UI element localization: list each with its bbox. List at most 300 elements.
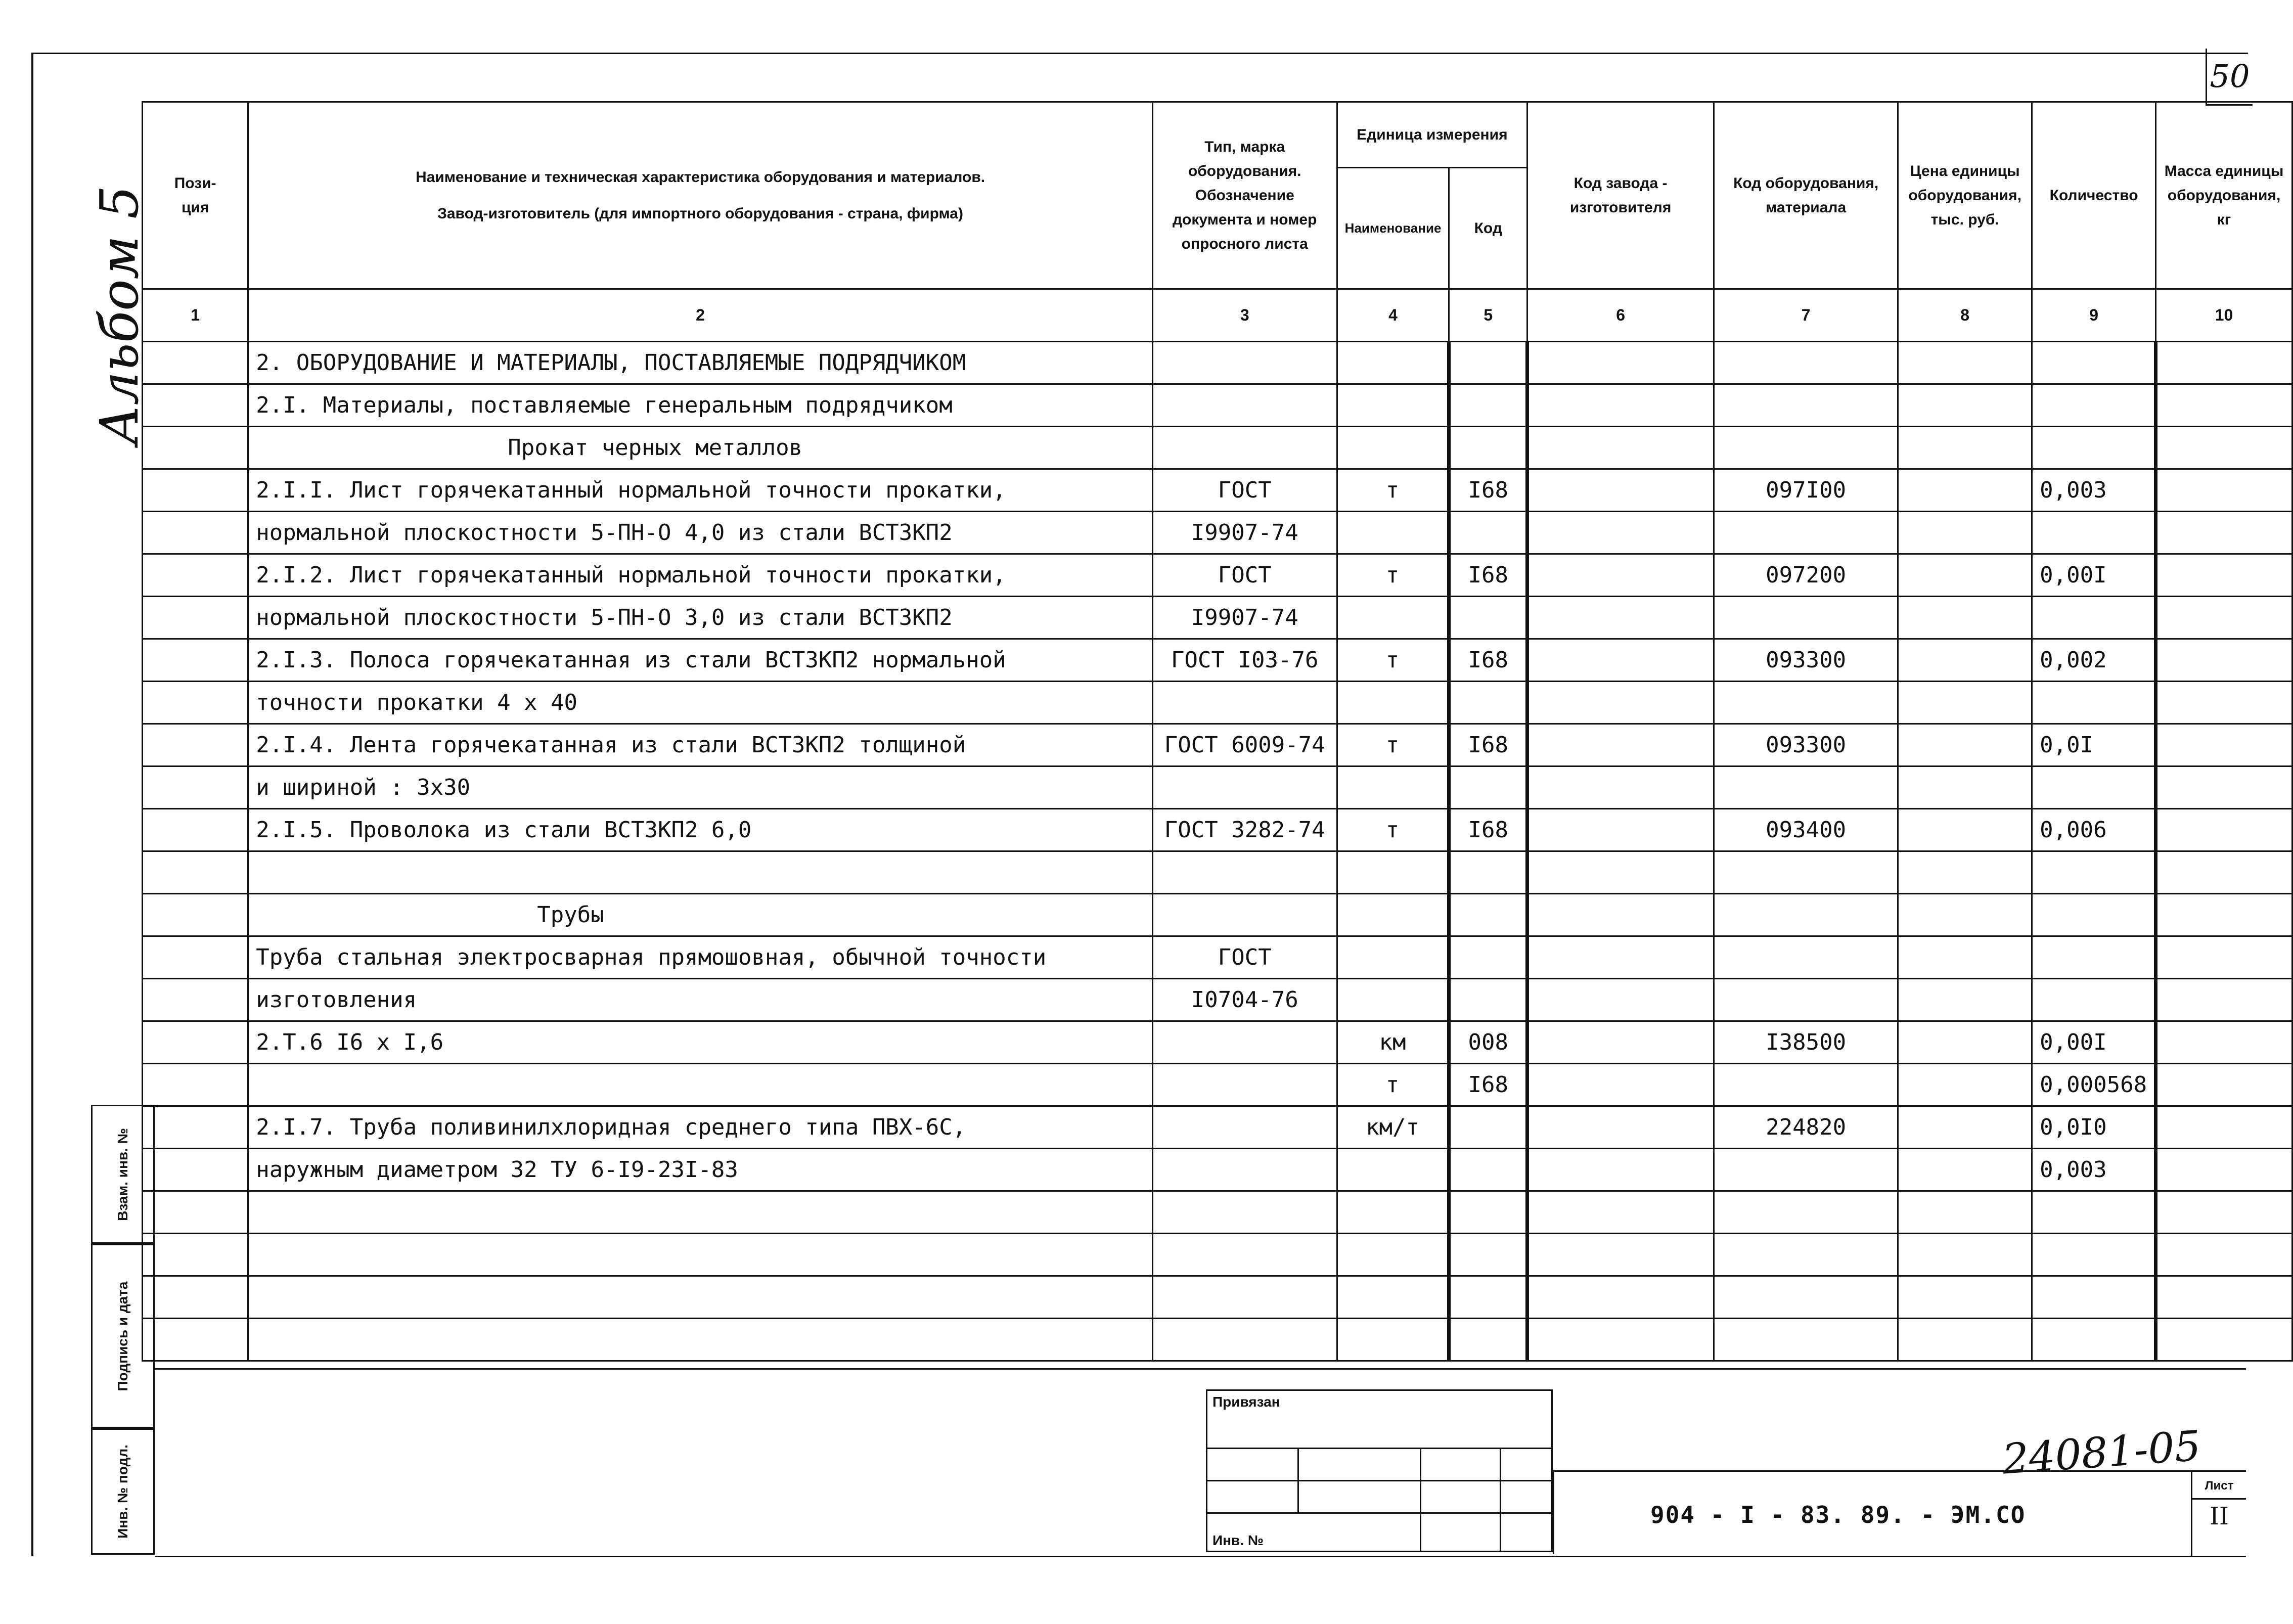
table-row — [143, 469, 2292, 512]
cell-code: I68 — [1449, 809, 1527, 851]
table-row — [143, 427, 2292, 469]
cell-name: нормальной плоскостности 5-ПН-О 3,0 из стали ВСТЗКП2 — [248, 597, 1153, 639]
cell-type — [1152, 894, 1337, 936]
cell-type — [1152, 1021, 1337, 1064]
cell-name: и шириной : 3х30 — [248, 766, 1153, 809]
cell-unit — [1337, 682, 1449, 724]
cell-position — [143, 1234, 248, 1276]
cell-material-code — [1714, 342, 1898, 384]
cell-material-code — [1714, 979, 1898, 1021]
cell-type — [1152, 1106, 1337, 1149]
cell-quantity — [2032, 1191, 2156, 1234]
cell-code — [1449, 851, 1527, 894]
cell-price — [1898, 384, 2032, 427]
table-row — [143, 1191, 2292, 1234]
cell-position — [143, 766, 248, 809]
cell-name: 2.I. Материалы, поставляемые генеральным подрядчиком — [248, 384, 1153, 427]
header-position: Пози- ция — [143, 102, 248, 289]
cell-code — [1449, 1234, 1527, 1276]
cell-unit: т — [1337, 469, 1449, 512]
cell-code — [1449, 894, 1527, 936]
cell-material-code — [1714, 512, 1898, 554]
cell-price — [1898, 1234, 2032, 1276]
cell-code — [1449, 1319, 1527, 1361]
cell-quantity: 0,006 — [2032, 809, 2156, 851]
cell-price — [1898, 1319, 2032, 1361]
cell-mass — [2156, 469, 2292, 512]
table-row — [143, 1276, 2292, 1319]
cell-unit: км/т — [1337, 1106, 1449, 1149]
cell-price — [1898, 979, 2032, 1021]
table-row — [143, 1234, 2292, 1276]
cell-quantity: 0,003 — [2032, 1149, 2156, 1191]
cell-name: нормальной плоскостности 5-ПН-О 4,0 из стали ВСТЗКП2 — [248, 512, 1153, 554]
cell-name: 2. ОБОРУДОВАНИЕ И МАТЕРИАЛЫ, ПОСТАВЛЯЕМЫЕ ПОДРЯДЧИКОМ — [248, 342, 1153, 384]
stamp-inv-no: Инв. № — [1212, 1532, 1264, 1548]
cell-code — [1449, 1191, 1527, 1234]
table-row — [143, 809, 2292, 851]
cell-name — [248, 1276, 1153, 1319]
column-number: 8 — [1898, 289, 2032, 342]
sheet-box — [2191, 1472, 2246, 1556]
cell-code — [1449, 597, 1527, 639]
cell-quantity — [2032, 427, 2156, 469]
cell-factory-code — [1527, 724, 1714, 766]
cell-code — [1449, 936, 1527, 979]
cell-factory-code — [1527, 427, 1714, 469]
cell-price — [1898, 597, 2032, 639]
cell-type — [1152, 1276, 1337, 1319]
cell-code: I68 — [1449, 639, 1527, 682]
cell-position — [143, 384, 248, 427]
cell-name: 2.I.3. Полоса горячекатанная из стали ВСТЗКП2 нормальной — [248, 639, 1153, 682]
stamp-line — [1500, 1448, 1501, 1552]
cell-code: I68 — [1449, 1064, 1527, 1106]
table-row — [143, 766, 2292, 809]
cell-mass — [2156, 1319, 2292, 1361]
cell-unit — [1337, 1149, 1449, 1191]
cell-material-code — [1714, 1191, 1898, 1234]
cell-type — [1152, 427, 1337, 469]
cell-price — [1898, 469, 2032, 512]
header-name: Наименование и техническая характеристика оборудования и материалов. Завод-изготовитель (для импортного оборудования - страна, фирма) — [248, 102, 1153, 289]
column-number: 10 — [2156, 289, 2292, 342]
cell-name: 2.I.7. Труба поливинилхлоридная среднего типа ПВХ-6С, — [248, 1106, 1153, 1149]
cell-type — [1152, 1234, 1337, 1276]
cell-material-code — [1714, 766, 1898, 809]
cell-material-code — [1714, 597, 1898, 639]
table-row — [143, 936, 2292, 979]
cell-unit: т — [1337, 809, 1449, 851]
cell-type: ГОСТ 3282-74 — [1152, 809, 1337, 851]
cell-quantity: 0,00I — [2032, 554, 2156, 597]
cell-quantity — [2032, 682, 2156, 724]
cell-factory-code — [1527, 384, 1714, 427]
cell-factory-code — [1527, 1319, 1714, 1361]
cell-material-code — [1714, 936, 1898, 979]
cell-type — [1152, 1191, 1337, 1234]
cell-quantity — [2032, 597, 2156, 639]
cell-price — [1898, 894, 2032, 936]
cell-position — [143, 894, 248, 936]
cell-mass — [2156, 851, 2292, 894]
cell-quantity — [2032, 766, 2156, 809]
cell-factory-code — [1527, 469, 1714, 512]
cell-mass — [2156, 554, 2292, 597]
cell-material-code — [1714, 1234, 1898, 1276]
column-number: 5 — [1449, 289, 1527, 342]
table-row — [143, 979, 2292, 1021]
cell-position — [143, 1191, 248, 1234]
cell-unit — [1337, 1234, 1449, 1276]
cell-quantity — [2032, 1276, 2156, 1319]
cell-material-code — [1714, 851, 1898, 894]
header-mass: Масса единицы оборудования, кг — [2156, 102, 2292, 289]
table-row — [143, 851, 2292, 894]
cell-factory-code — [1527, 809, 1714, 851]
table-row — [143, 1021, 2292, 1064]
cell-mass — [2156, 427, 2292, 469]
cell-code — [1449, 1276, 1527, 1319]
cell-position — [143, 639, 248, 682]
header-quantity: Количество — [2032, 102, 2156, 289]
cell-type: ГОСТ — [1152, 469, 1337, 512]
cell-quantity: 0,000568 — [2032, 1064, 2156, 1106]
table-row — [143, 554, 2292, 597]
table-row — [143, 597, 2292, 639]
cell-factory-code — [1527, 597, 1714, 639]
cell-mass — [2156, 724, 2292, 766]
cell-position — [143, 1021, 248, 1064]
cell-unit — [1337, 342, 1449, 384]
cell-unit: т — [1337, 639, 1449, 682]
header-factory-code: Код завода - изготовителя — [1527, 102, 1714, 289]
cell-material-code — [1714, 1276, 1898, 1319]
cell-position — [143, 342, 248, 384]
cell-unit — [1337, 512, 1449, 554]
cell-type — [1152, 1319, 1337, 1361]
table-row — [143, 342, 2292, 384]
cell-material-code: 093400 — [1714, 809, 1898, 851]
table-row — [143, 1149, 2292, 1191]
cell-position — [143, 936, 248, 979]
cell-code — [1449, 342, 1527, 384]
cell-code — [1449, 766, 1527, 809]
cell-factory-code — [1527, 766, 1714, 809]
sheet-label: Лист — [2192, 1474, 2246, 1500]
cell-factory-code — [1527, 1064, 1714, 1106]
cell-mass — [2156, 639, 2292, 682]
table-row — [143, 1064, 2292, 1106]
side-stamp-podpis: Подпись и дата — [91, 1244, 155, 1428]
cell-unit — [1337, 894, 1449, 936]
cell-code — [1449, 1149, 1527, 1191]
cell-type: I9907-74 — [1152, 512, 1337, 554]
cell-material-code: 097200 — [1714, 554, 1898, 597]
table-row — [143, 384, 2292, 427]
cell-price — [1898, 809, 2032, 851]
cell-quantity: 0,0I — [2032, 724, 2156, 766]
cell-quantity — [2032, 894, 2156, 936]
cell-type — [1152, 851, 1337, 894]
cell-mass — [2156, 1234, 2292, 1276]
column-number: 2 — [248, 289, 1153, 342]
cell-type — [1152, 342, 1337, 384]
cell-price — [1898, 724, 2032, 766]
cell-quantity — [2032, 342, 2156, 384]
cell-name: Труба стальная электросварная прямошовная, обычной точности — [248, 936, 1153, 979]
cell-material-code — [1714, 1149, 1898, 1191]
cell-position — [143, 1276, 248, 1319]
cell-type: ГОСТ 6009-74 — [1152, 724, 1337, 766]
cell-material-code: 224820 — [1714, 1106, 1898, 1149]
cell-price — [1898, 682, 2032, 724]
cell-type — [1152, 766, 1337, 809]
cell-price — [1898, 1191, 2032, 1234]
cell-unit — [1337, 766, 1449, 809]
cell-mass — [2156, 1276, 2292, 1319]
cell-quantity: 0,0I0 — [2032, 1106, 2156, 1149]
cell-quantity — [2032, 1234, 2156, 1276]
cell-position — [143, 851, 248, 894]
table-row — [143, 894, 2292, 936]
cell-quantity: 0,003 — [2032, 469, 2156, 512]
cell-name — [248, 851, 1153, 894]
cell-name: изготовления — [248, 979, 1153, 1021]
cell-unit — [1337, 1319, 1449, 1361]
cell-code: I68 — [1449, 554, 1527, 597]
cell-name — [248, 1319, 1153, 1361]
cell-type — [1152, 1064, 1337, 1106]
cell-unit — [1337, 851, 1449, 894]
binding-stamp — [1206, 1389, 1553, 1552]
cell-unit: т — [1337, 1064, 1449, 1106]
cell-type: ГОСТ — [1152, 554, 1337, 597]
stamp-line — [1420, 1448, 1421, 1552]
cell-unit: т — [1337, 724, 1449, 766]
cell-unit — [1337, 427, 1449, 469]
handwritten-code: 24081-05 — [2001, 1422, 2202, 1484]
cell-quantity — [2032, 384, 2156, 427]
cell-factory-code — [1527, 554, 1714, 597]
cell-price — [1898, 554, 2032, 597]
cell-factory-code — [1527, 342, 1714, 384]
cell-quantity — [2032, 851, 2156, 894]
table-row — [143, 639, 2292, 682]
cell-unit — [1337, 936, 1449, 979]
header-price: Цена единицы оборудования, тыс. руб. — [1898, 102, 2032, 289]
cell-type: ГОСТ I03-76 — [1152, 639, 1337, 682]
cell-quantity — [2032, 936, 2156, 979]
cell-unit — [1337, 1191, 1449, 1234]
cell-name — [248, 1191, 1153, 1234]
cell-mass — [2156, 766, 2292, 809]
cell-quantity: 0,00I — [2032, 1021, 2156, 1064]
cell-quantity — [2032, 1319, 2156, 1361]
specification-table — [142, 101, 2293, 1362]
cell-material-code: I38500 — [1714, 1021, 1898, 1064]
cell-name — [248, 1064, 1153, 1106]
cell-code: I68 — [1449, 469, 1527, 512]
cell-quantity: 0,002 — [2032, 639, 2156, 682]
cell-unit — [1337, 384, 1449, 427]
cell-name: 2.Т.6 I6 х I,6 — [248, 1021, 1153, 1064]
table-row — [143, 1319, 2292, 1361]
cell-code — [1449, 384, 1527, 427]
cell-type: I0704-76 — [1152, 979, 1337, 1021]
cell-price — [1898, 427, 2032, 469]
side-stamp-inv-podl: Инв. № подл. — [91, 1428, 155, 1555]
cell-position — [143, 1319, 248, 1361]
cell-price — [1898, 1276, 2032, 1319]
cell-mass — [2156, 682, 2292, 724]
stamp-line — [1297, 1448, 1299, 1512]
column-number: 4 — [1337, 289, 1449, 342]
cell-mass — [2156, 384, 2292, 427]
cell-material-code: 093300 — [1714, 639, 1898, 682]
cell-price — [1898, 766, 2032, 809]
cell-name: Прокат черных металлов — [248, 427, 1153, 469]
cell-quantity — [2032, 512, 2156, 554]
cell-position — [143, 682, 248, 724]
cell-code — [1449, 427, 1527, 469]
cell-mass — [2156, 597, 2292, 639]
sheet-value: II — [2210, 1502, 2229, 1530]
document-designation-block — [1553, 1470, 2246, 1554]
cell-factory-code — [1527, 1021, 1714, 1064]
cell-type — [1152, 1149, 1337, 1191]
header-material-code: Код оборудования, материала — [1714, 102, 1898, 289]
cell-material-code — [1714, 1319, 1898, 1361]
table-row — [143, 1106, 2292, 1149]
cell-name: наружным диаметром 32 ТУ 6-I9-23I-83 — [248, 1149, 1153, 1191]
album-note: Альбом 5 — [88, 185, 150, 445]
column-number: 6 — [1527, 289, 1714, 342]
cell-position — [143, 597, 248, 639]
cell-material-code — [1714, 894, 1898, 936]
cell-name: 2.I.I. Лист горячекатанный нормальной точности прокатки, — [248, 469, 1153, 512]
cell-code: I68 — [1449, 724, 1527, 766]
cell-price — [1898, 1106, 2032, 1149]
cell-position — [143, 979, 248, 1021]
cell-factory-code — [1527, 1149, 1714, 1191]
cell-position — [143, 724, 248, 766]
cell-unit — [1337, 1276, 1449, 1319]
cell-position — [143, 1149, 248, 1191]
cell-position — [143, 427, 248, 469]
cell-factory-code — [1527, 851, 1714, 894]
column-number: 7 — [1714, 289, 1898, 342]
page-number: 50 — [2206, 49, 2253, 106]
cell-unit — [1337, 979, 1449, 1021]
table-header — [143, 102, 2292, 342]
header-unit-code: Код — [1449, 168, 1527, 289]
cell-material-code: 093300 — [1714, 724, 1898, 766]
cell-type — [1152, 682, 1337, 724]
cell-factory-code — [1527, 1191, 1714, 1234]
cell-price — [1898, 1021, 2032, 1064]
table-row — [143, 682, 2292, 724]
cell-price — [1898, 639, 2032, 682]
cell-mass — [2156, 342, 2292, 384]
table-row — [143, 512, 2292, 554]
cell-code — [1449, 512, 1527, 554]
cell-price — [1898, 342, 2032, 384]
header-type: Тип, марка оборудования. Обозначение документа и номер опросного листа — [1152, 102, 1337, 289]
table-row — [143, 724, 2292, 766]
cell-factory-code — [1527, 682, 1714, 724]
cell-price — [1898, 512, 2032, 554]
cell-unit: км — [1337, 1021, 1449, 1064]
cell-name — [248, 1234, 1153, 1276]
cell-factory-code — [1527, 639, 1714, 682]
cell-material-code — [1714, 1064, 1898, 1106]
cell-price — [1898, 936, 2032, 979]
cell-mass — [2156, 1021, 2292, 1064]
cell-factory-code — [1527, 894, 1714, 936]
cell-name: точности прокатки 4 х 40 — [248, 682, 1153, 724]
cell-name: Трубы — [248, 894, 1153, 936]
cell-factory-code — [1527, 1106, 1714, 1149]
cell-code — [1449, 1106, 1527, 1149]
cell-unit: т — [1337, 554, 1449, 597]
cell-material-code — [1714, 427, 1898, 469]
table-body — [143, 342, 2292, 1361]
cell-factory-code — [1527, 1234, 1714, 1276]
cell-factory-code — [1527, 1276, 1714, 1319]
side-stamp-vzam: Взам. инв. № — [91, 1105, 155, 1244]
cell-position — [143, 512, 248, 554]
cell-material-code: 097I00 — [1714, 469, 1898, 512]
cell-code — [1449, 682, 1527, 724]
cell-factory-code — [1527, 936, 1714, 979]
cell-mass — [2156, 1106, 2292, 1149]
cell-type: I9907-74 — [1152, 597, 1337, 639]
cell-mass — [2156, 1191, 2292, 1234]
header-unit: Единица измерения — [1337, 102, 1527, 168]
cell-name: 2.I.2. Лист горячекатанный нормальной точности прокатки, — [248, 554, 1153, 597]
cell-price — [1898, 1064, 2032, 1106]
cell-code: 008 — [1449, 1021, 1527, 1064]
cell-quantity — [2032, 979, 2156, 1021]
cell-code — [1449, 979, 1527, 1021]
cell-mass — [2156, 512, 2292, 554]
cell-position — [143, 809, 248, 851]
cell-factory-code — [1527, 979, 1714, 1021]
column-number: 1 — [143, 289, 248, 342]
cell-position — [143, 1106, 248, 1149]
cell-position — [143, 554, 248, 597]
cell-material-code — [1714, 384, 1898, 427]
cell-mass — [2156, 1064, 2292, 1106]
document-number: 904 - I - 83. 89. - ЭМ.СО — [1650, 1501, 2026, 1528]
cell-mass — [2156, 979, 2292, 1021]
cell-mass — [2156, 936, 2292, 979]
cell-type: ГОСТ — [1152, 936, 1337, 979]
cell-mass — [2156, 809, 2292, 851]
cell-name: 2.I.5. Проволока из стали ВСТЗКП2 6,0 — [248, 809, 1153, 851]
cell-price — [1898, 1149, 2032, 1191]
cell-mass — [2156, 894, 2292, 936]
cell-unit — [1337, 597, 1449, 639]
cell-mass — [2156, 1149, 2292, 1191]
cell-price — [1898, 851, 2032, 894]
header-unit-name: Наименование — [1337, 168, 1449, 289]
cell-material-code — [1714, 682, 1898, 724]
cell-factory-code — [1527, 512, 1714, 554]
column-number: 3 — [1152, 289, 1337, 342]
stamp-privyazan: Привязан — [1212, 1394, 1280, 1410]
